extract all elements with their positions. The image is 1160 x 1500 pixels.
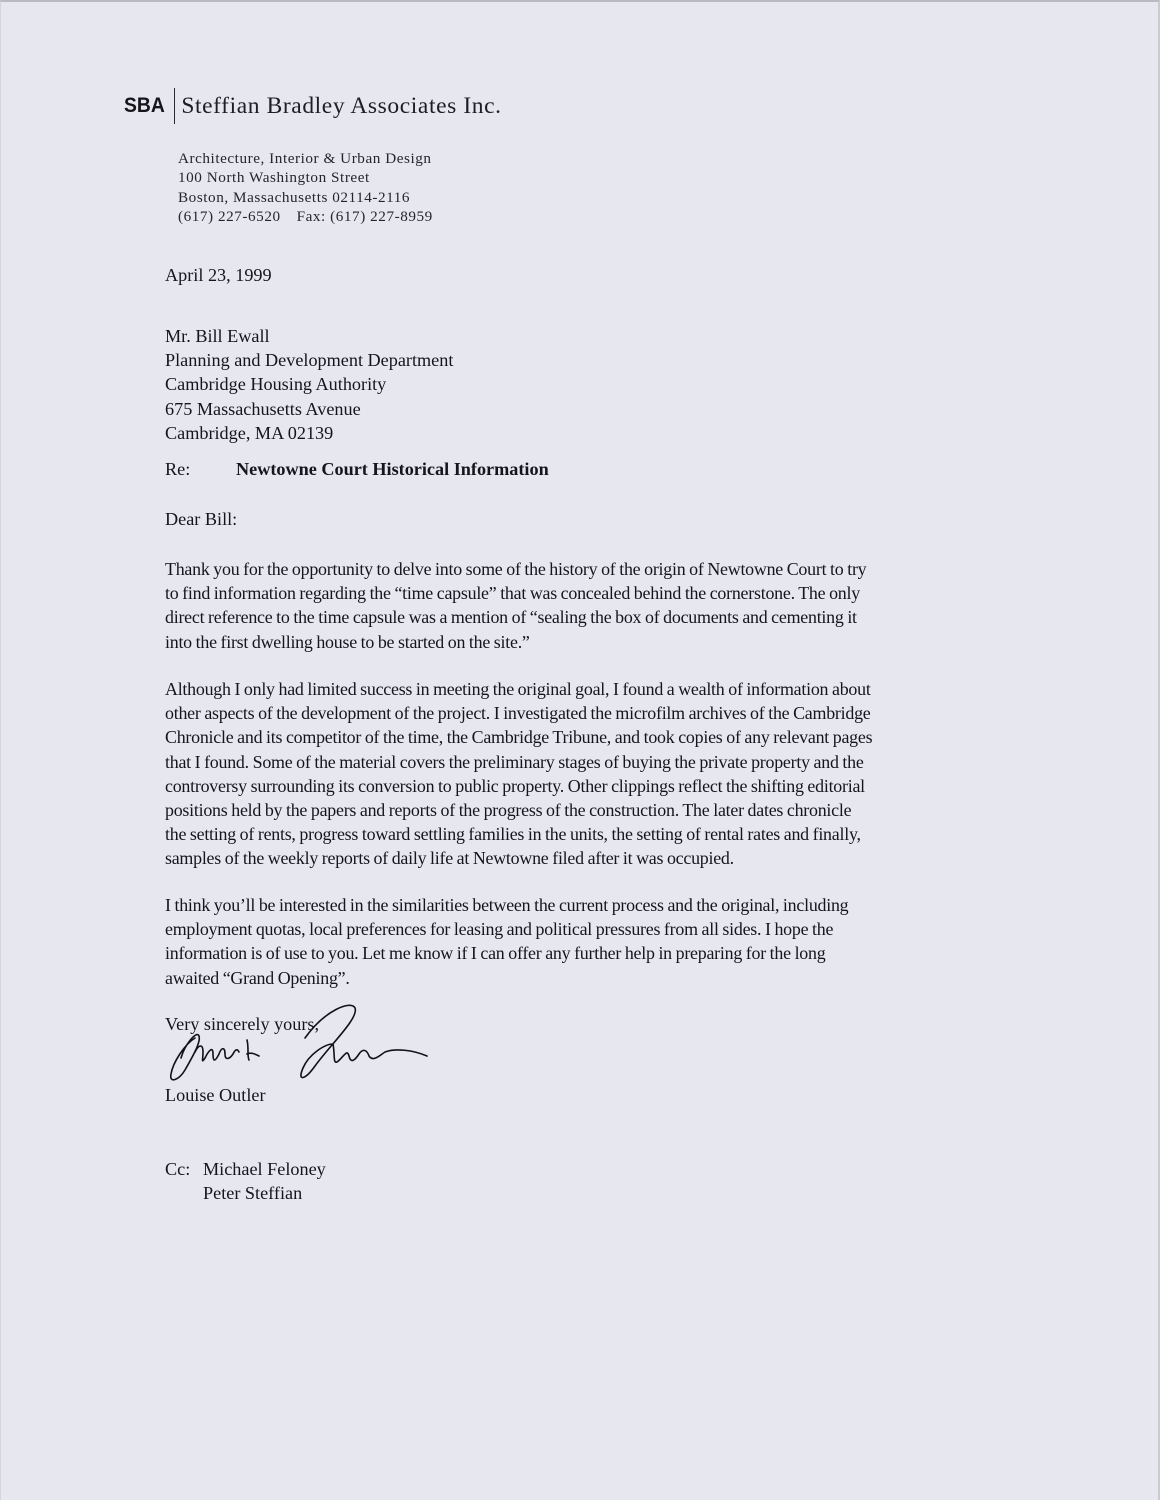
- cc-recipient: Peter Steffian: [203, 1183, 303, 1204]
- cc-block: [165, 1157, 1025, 1205]
- paragraph-line: the setting of rents, progress toward settling families in the units, the setting of rental rates and finally,: [165, 824, 861, 845]
- recipient-organization: Cambridge Housing Authority: [165, 374, 387, 395]
- company-tagline: Architecture, Interior & Urban Design: [178, 150, 432, 167]
- company-street: 100 North Washington Street: [178, 169, 370, 187]
- cc-label: Cc:: [165, 1159, 191, 1179]
- brand-divider: [174, 88, 175, 124]
- company-name: Steffian Bradley Associates Inc.: [181, 92, 502, 119]
- paragraph-line: into the first dwelling house to be started on the site.”: [165, 631, 530, 652]
- subject-label: Re:: [165, 459, 191, 479]
- salutation: Dear Bill:: [165, 509, 238, 529]
- closing: Very sincerely yours,: [165, 1014, 320, 1034]
- recipient-city-state-zip: Cambridge, MA 02139: [165, 422, 334, 443]
- cc-line-2: [165, 1181, 1025, 1205]
- letter-date: April 23, 1999: [165, 265, 272, 285]
- paragraph-line: Chronicle and its competitor of the time, the Cambridge Tribune, and took copies of any relevant pages: [165, 727, 873, 748]
- paragraph-line: Although I only had limited success in meeting the original goal, I found a wealth of information about: [165, 679, 871, 699]
- company-contact-line: [178, 207, 433, 226]
- company-phone: (617) 227-6520: [178, 207, 281, 225]
- paragraph-line: awaited “Grand Opening”.: [165, 967, 350, 988]
- paragraph-line: I think you’ll be interested in the similarities between the current process and the original, including: [165, 895, 849, 915]
- cc-recipient: Michael Feloney: [203, 1159, 326, 1179]
- paragraph-line: Thank you for the opportunity to delve into some of the history of the origin of Newtowne Court to try: [165, 559, 867, 579]
- paragraph-line: samples of the weekly reports of daily life at Newtowne filed after it was occupied.: [165, 848, 734, 869]
- paragraph-line: positions held by the papers and reports of the progress of the construction. The later dates chronicle: [165, 800, 852, 821]
- signer-name: Louise Outler: [165, 1085, 266, 1105]
- recipient-address: [165, 324, 1025, 445]
- subject-text: Newtowne Court Historical Information: [236, 459, 549, 479]
- paragraph-line: information is of use to you. Let me know if I can offer any further help in preparing for the long: [165, 943, 826, 964]
- company-abbreviation: SBA: [124, 94, 165, 117]
- company-fax: Fax: (617) 227-8959: [296, 207, 433, 225]
- paragraph-line: employment quotas, local preferences for leasing and political pressures from all sides. I hope the: [165, 919, 834, 940]
- paragraph-line: to find information regarding the “time capsule” that was concealed behind the cornerstone. The only: [165, 583, 860, 604]
- body-paragraph-1: [165, 557, 1012, 654]
- paragraph-line: that I found. Some of the material covers the preliminary stages of buying the private property and the: [165, 751, 864, 772]
- body-paragraph-2: [165, 677, 1012, 871]
- recipient-department: Planning and Development Department: [165, 350, 454, 371]
- paragraph-line: other aspects of the development of the project. I investigated the microfilm archives of the Cambridge: [165, 703, 871, 724]
- letterhead-brand: [124, 88, 502, 124]
- recipient-street: 675 Massachusetts Avenue: [165, 398, 361, 419]
- letterhead-address-block: [178, 149, 433, 226]
- company-city-state-zip: Boston, Massachusetts 02114-2116: [178, 188, 411, 206]
- subject-line: [165, 457, 1025, 481]
- body-paragraph-3: [165, 893, 1012, 990]
- paragraph-line: controversy surrounding its conversion to public property. Other clippings reflect the shifting editorial: [165, 775, 865, 796]
- handwritten-signature: [155, 1000, 445, 1090]
- cc-line-1: [165, 1157, 1025, 1181]
- paragraph-line: direct reference to the time capsule was a mention of “sealing the box of documents and cementing it: [165, 607, 857, 628]
- recipient-name: Mr. Bill Ewall: [165, 326, 270, 346]
